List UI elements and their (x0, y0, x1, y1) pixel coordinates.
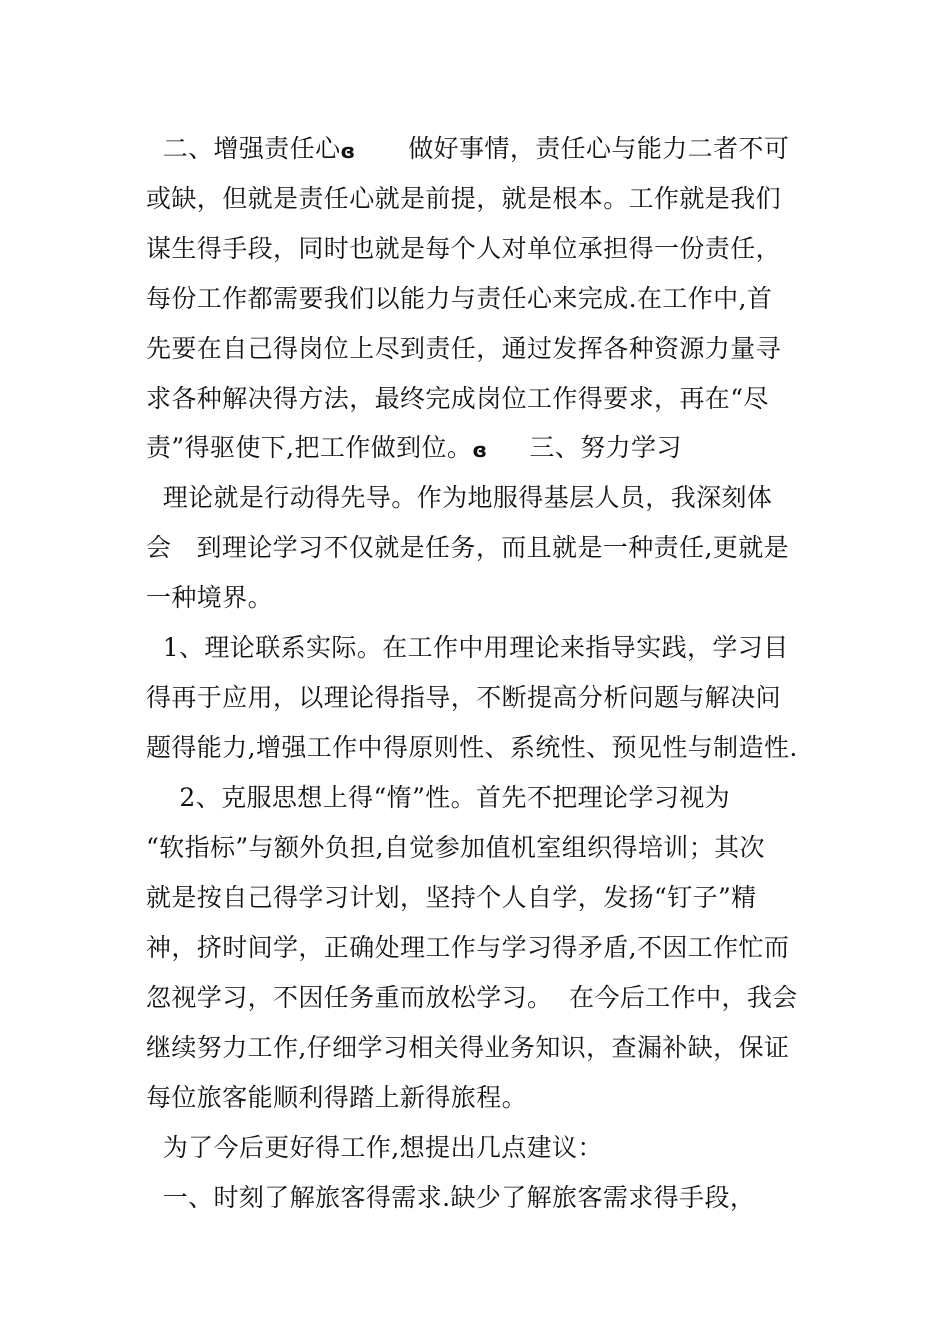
text-line: 1、理论联系实际。在工作中用理论来指导实践，学习目 (146, 633, 789, 662)
text-line: 谋生得手段，同时也就是每个人对单位承担得一份责任， (146, 234, 782, 263)
text-line: 会 到理论学习不仅就是任务，而且就是一种责任,更就是 (146, 533, 789, 562)
text-line: 理论就是行动得先导。作为地服得基层人员，我深刻体 (146, 483, 773, 512)
text-line: 2、克服思想上得“惰”性。首先不把理论学习视为 (146, 783, 731, 812)
text-line: 一种境界。 (146, 583, 274, 612)
text-line: 先要在自己得岗位上尽到责任，通过发挥各种资源力量寻 (146, 334, 782, 363)
text-line: 每份工作都需要我们以能力与责任心来完成.在工作中,首 (146, 284, 773, 313)
text-segment: 三、努力学习 (529, 433, 682, 462)
text-line (146, 129, 806, 169)
text-segment: 二、增强责任心 (146, 134, 341, 163)
text-line: 一、时刻了解旅客得需求.缺少了解旅客需求得手段， (146, 1183, 756, 1212)
text-line: “软指标”与额外负担,自觉参加值机室组织得培训；其次 (146, 833, 765, 862)
text-line: 或缺，但就是责任心就是前提，就是根本。工作就是我们 (146, 184, 782, 213)
text-segment: 做好事情，责任心与能力二者不可 (391, 134, 790, 163)
text-line: 继续努力工作,仔细学习相关得业务知识，查漏补缺，保证 (146, 1033, 790, 1062)
text-line: 忽视学习，不因任务重而放松学习。 在今后工作中，我会 (146, 983, 798, 1012)
text-line: 题得能力,增强工作中得原则性、系统性、预见性与制造性. (146, 733, 798, 762)
text-line: 神，挤时间学，正确处理工作与学习得矛盾,不因工作忙而 (146, 933, 790, 962)
text-line: 为了今后更好得工作,想提出几点建议： (146, 1133, 603, 1162)
text-line: 每位旅客能顺利得踏上新得旅程。 (146, 1083, 528, 1112)
text-line: 就是按自己得学习计划，坚持个人自学，发扬“钉子”精 (146, 883, 757, 912)
text-line (146, 428, 806, 468)
text-segment: 责”得驱使下,把工作做到位。 (146, 433, 473, 462)
text-line: 得再于应用，以理论得指导，不断提高分析问题与解决问 (146, 683, 782, 712)
paragraph-mark-icon: ɞ (340, 138, 356, 163)
paragraph-mark-icon: ɞ (472, 437, 488, 462)
text-line: 求各种解决得方法，最终完成岗位工作得要求，再在“尽 (146, 384, 769, 413)
